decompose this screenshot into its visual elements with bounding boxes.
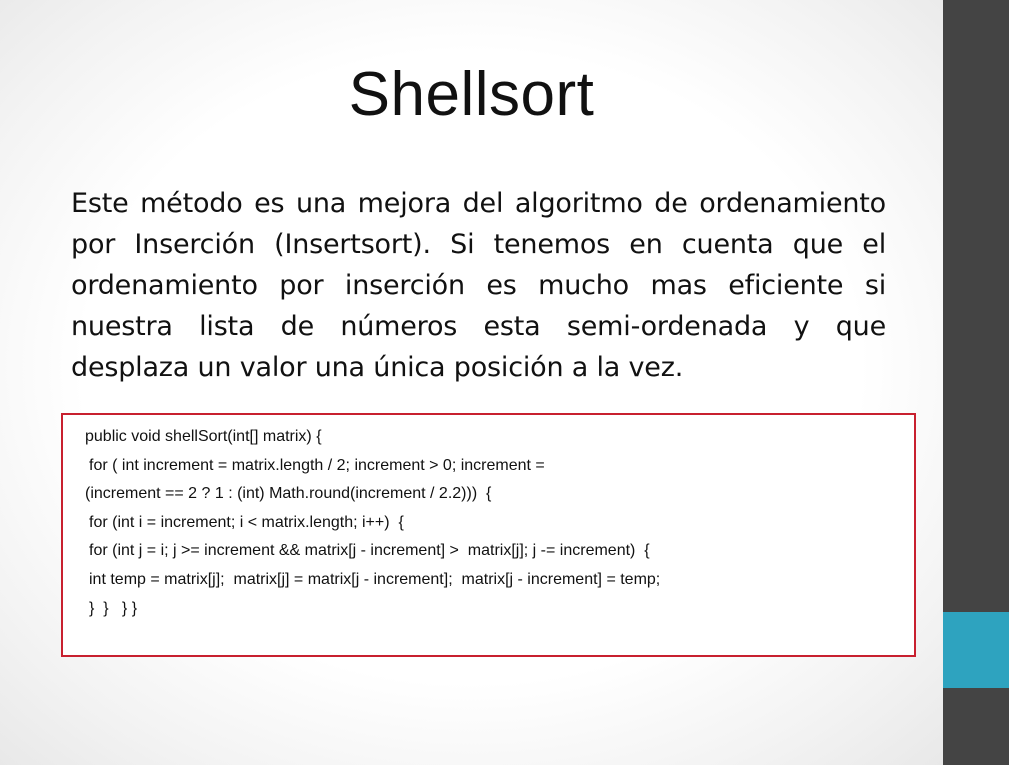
code-line: for (int i = increment; i < matrix.length; i++) { <box>89 513 404 531</box>
code-box <box>61 413 916 657</box>
code-line: for (int j = i; j >= increment && matrix[j - increment] > matrix[j]; j -= increment) { <box>89 542 650 560</box>
code-line: for ( int increment = matrix.length / 2; increment > 0; increment = <box>89 456 545 474</box>
code-line: (increment == 2 ? 1 : (int) Math.round(increment / 2.2))) { <box>85 485 492 503</box>
slide-title: Shellsort <box>348 60 595 129</box>
code-line: } } } } <box>89 599 138 617</box>
code-line: public void shellSort(int[] matrix) { <box>85 428 322 445</box>
code-block <box>63 423 914 623</box>
sidebar-accent-block <box>943 612 1009 688</box>
code-line: int temp = matrix[j]; matrix[j] = matrix[j - increment]; matrix[j - increment] = temp; <box>89 570 661 588</box>
slide-body-text: Este método es una mejora del algoritmo de ordenamiento por Inserción (Insertsort). Si tenemos en cuenta que el ordenamiento por inserción es mucho mas eficiente si nuestra lista de números esta semi-ordenada y que desplaza un valor una única posición a la vez. <box>71 188 886 383</box>
